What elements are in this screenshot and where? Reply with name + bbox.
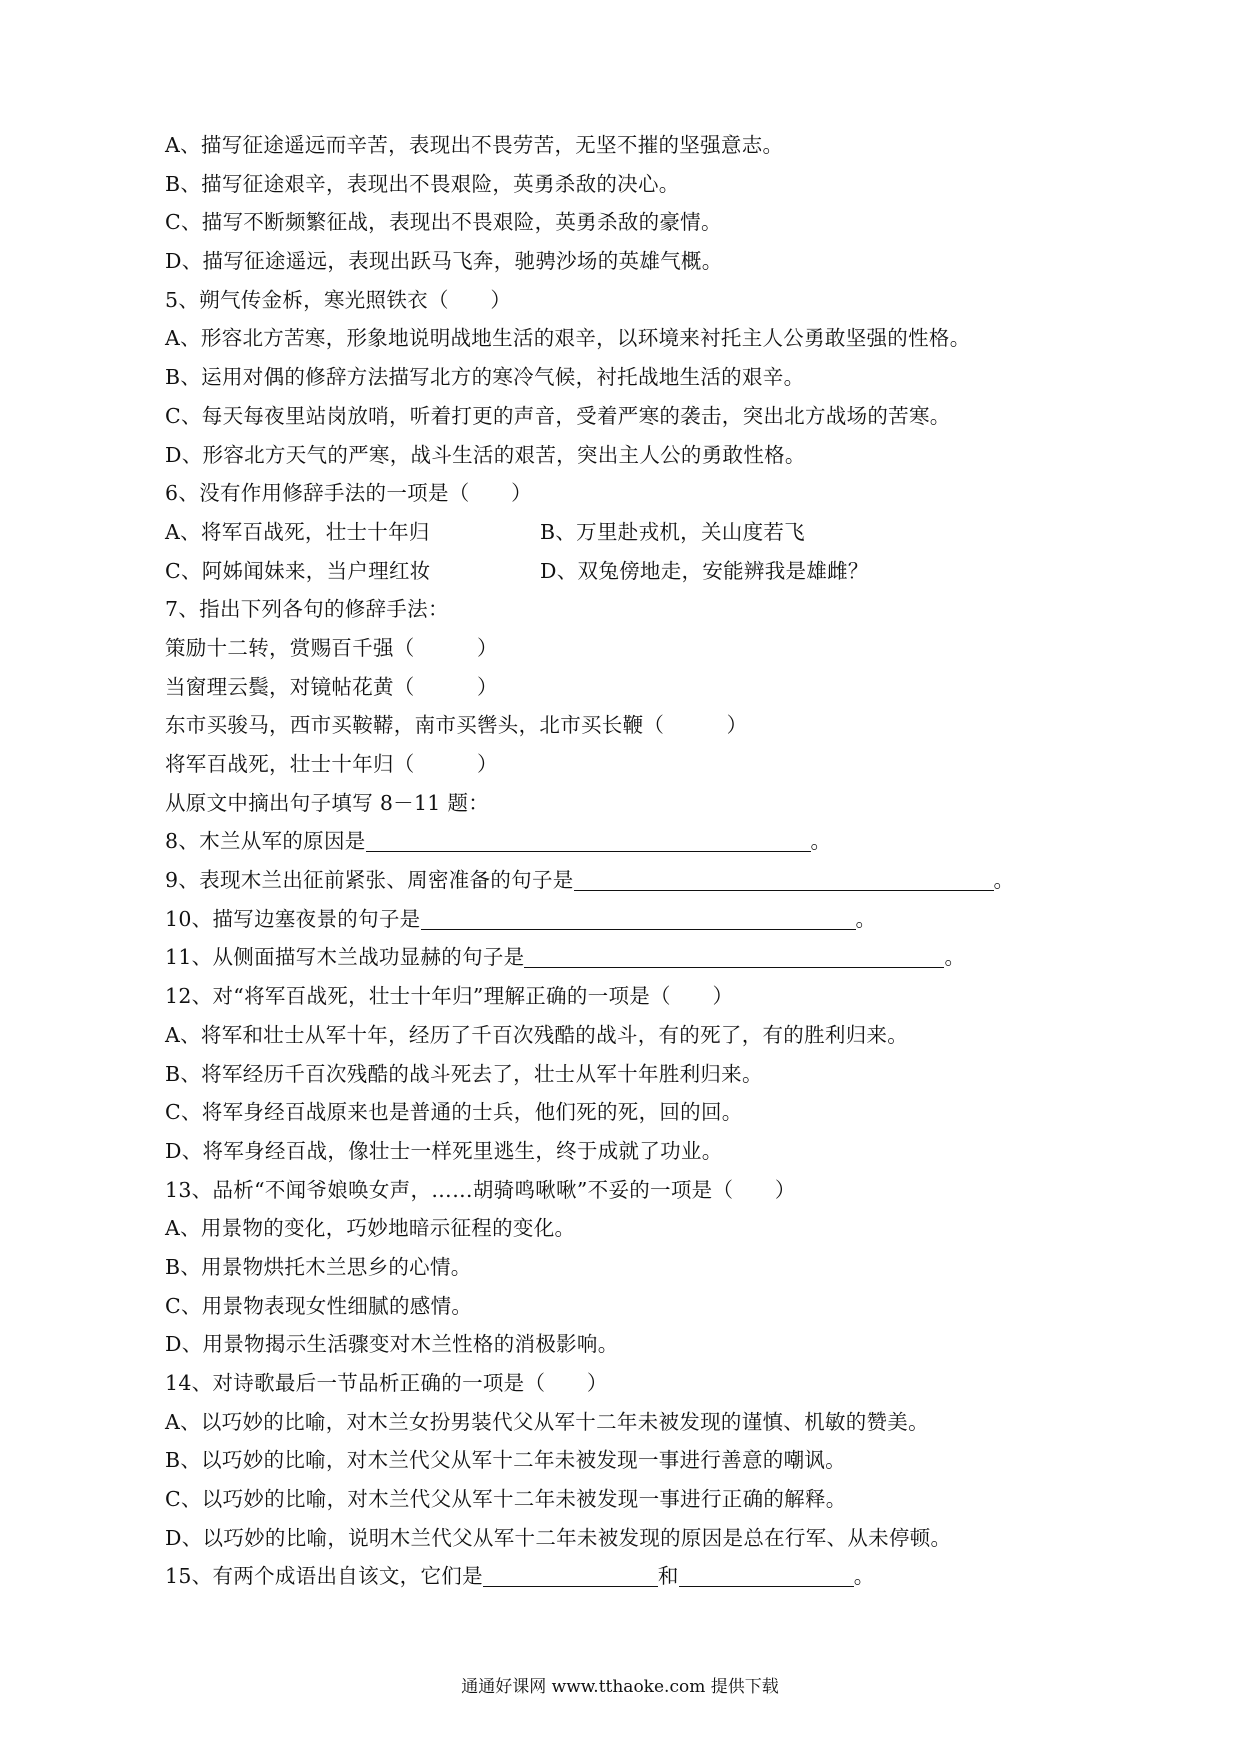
punctuation: 。 xyxy=(944,945,966,970)
text-line xyxy=(165,1519,1125,1558)
text-line xyxy=(165,1557,1125,1596)
text-line xyxy=(165,513,1125,552)
text-line xyxy=(165,977,1125,1016)
text-line xyxy=(165,552,1125,591)
text-line xyxy=(165,281,1125,320)
question-text: 10、描写边塞夜景的句子是 xyxy=(165,906,421,931)
text-line xyxy=(165,126,1125,165)
line-text: D、用景物揭示生活骤变对木兰性格的消极影响。 xyxy=(165,1332,619,1357)
answer-blank[interactable] xyxy=(366,827,811,852)
line-text: A、用景物的变化，巧妙地暗示征程的变化。 xyxy=(165,1216,576,1241)
text-line xyxy=(165,784,1125,823)
answer-blank[interactable] xyxy=(524,943,944,968)
question-text: 8、木兰从军的原因是 xyxy=(165,829,366,854)
line-text: B、运用对偶的修辞方法描写北方的寒冷气候，衬托战地生活的艰辛。 xyxy=(165,365,805,390)
line-text: 从原文中摘出句子填写 8－11 题： xyxy=(165,790,490,815)
answer-blank[interactable] xyxy=(679,1562,854,1587)
text-line xyxy=(165,1055,1125,1094)
option-text: C、阿姊闻妹来，当户理红妆 xyxy=(165,558,431,583)
text-line xyxy=(165,436,1125,475)
text-line xyxy=(165,1248,1125,1287)
line-text: C、将军身经百战原来也是普通的士兵，他们死的死，回的回。 xyxy=(165,1100,743,1125)
text-line xyxy=(165,745,1125,784)
line-text: A、形容北方苦寒，形象地说明战地生活的艰辛，以环境来衬托主人公勇敢坚强的性格。 xyxy=(165,326,971,351)
line-text: C、描写不断频繁征战，表现出不畏艰险，英勇杀敌的豪情。 xyxy=(165,210,722,235)
punctuation: 。 xyxy=(853,1564,875,1589)
text-line xyxy=(165,1132,1125,1171)
text-line xyxy=(165,358,1125,397)
question-text: 11、从侧面描写木兰战功显赫的句子是 xyxy=(165,945,525,970)
line-text: B、将军经历千百次残酷的战斗死去了，壮士从军十年胜利归来。 xyxy=(165,1061,763,1086)
text-line xyxy=(165,1093,1125,1132)
text-line xyxy=(165,1209,1125,1248)
text-line xyxy=(165,1171,1125,1210)
text-line xyxy=(165,706,1125,745)
punctuation: 。 xyxy=(855,906,877,931)
line-text: 6、没有作用修辞手法的一项是（ ） xyxy=(165,481,532,506)
option-text: D、双兔傍地走，安能辨我是雄雌？ xyxy=(540,558,869,583)
line-text: 当窗理云鬓，对镜帖花黄（ ） xyxy=(165,674,498,699)
connector-text: 和 xyxy=(657,1564,679,1589)
line-text: C、以巧妙的比喻，对木兰代父从军十二年未被发现一事进行正确的解释。 xyxy=(165,1487,847,1512)
text-line xyxy=(165,165,1125,204)
text-line xyxy=(165,1325,1125,1364)
line-text: D、描写征途遥远，表现出跃马飞奔，驰骋沙场的英雄气概。 xyxy=(165,249,723,274)
text-line xyxy=(165,1441,1125,1480)
line-text: D、形容北方天气的严寒，战斗生活的艰苦，突出主人公的勇敢性格。 xyxy=(165,442,806,467)
answer-blank[interactable] xyxy=(574,866,994,891)
question-text: 9、表现木兰出征前紧张、周密准备的句子是 xyxy=(165,868,574,893)
line-text: C、用景物表现女性细腻的感情。 xyxy=(165,1293,473,1318)
line-text: A、将军和壮士从军十年，经历了千百次残酷的战斗，有的死了，有的胜利归来。 xyxy=(165,1022,909,1047)
line-text: 13、品析“不闻爷娘唤女声，……胡骑鸣啾啾”不妥的一项是（ ） xyxy=(165,1177,796,1202)
line-text: B、以巧妙的比喻，对木兰代父从军十二年未被发现一事进行善意的嘲讽。 xyxy=(165,1448,846,1473)
line-text: 5、朔气传金柝，寒光照铁衣（ ） xyxy=(165,287,512,312)
question-list xyxy=(165,126,1125,1596)
line-text: B、描写征途艰辛，表现出不畏艰险，英勇杀敌的决心。 xyxy=(165,171,680,196)
line-text: D、将军身经百战，像壮士一样死里逃生，终于成就了功业。 xyxy=(165,1138,723,1163)
text-line xyxy=(165,474,1125,513)
page-footer: 通通好课网 www.tthaoke.com 提供下载 xyxy=(461,1677,779,1697)
punctuation: 。 xyxy=(810,829,832,854)
text-line xyxy=(165,319,1125,358)
text-line xyxy=(165,629,1125,668)
text-line xyxy=(165,822,1125,861)
question-text: 15、有两个成语出自该文，它们是 xyxy=(165,1564,483,1589)
line-text: 策励十二转，赏赐百千强（ ） xyxy=(165,635,498,660)
line-text: B、用景物烘托木兰思乡的心情。 xyxy=(165,1254,472,1279)
option-text: B、万里赴戎机，关山度若飞 xyxy=(540,519,805,544)
text-line xyxy=(165,590,1125,629)
line-text: 东市买骏马，西市买鞍鞯，南市买辔头，北市买长鞭（ ） xyxy=(165,713,748,738)
option-text: A、将军百战死，壮士十年归 xyxy=(165,519,430,544)
text-line xyxy=(165,1364,1125,1403)
line-text: 14、对诗歌最后一节品析正确的一项是（ ） xyxy=(165,1371,608,1395)
text-line xyxy=(165,242,1125,281)
text-line xyxy=(165,397,1125,436)
line-text: 7、指出下列各句的修辞手法： xyxy=(165,597,449,622)
line-text: 12、对“将军百战死，壮士十年归”理解正确的一项是（ ） xyxy=(165,984,734,1009)
text-line xyxy=(165,1403,1125,1442)
text-line xyxy=(165,861,1125,900)
line-text: D、以巧妙的比喻，说明木兰代父从军十二年未被发现的原因是总在行军、从未停顿。 xyxy=(165,1525,952,1550)
line-text: 将军百战死，壮士十年归（ ） xyxy=(165,752,498,776)
text-line xyxy=(165,668,1125,707)
line-text: A、描写征途遥远而辛苦，表现出不畏劳苦，无坚不摧的坚强意志。 xyxy=(165,133,784,157)
text-line xyxy=(165,1287,1125,1326)
text-line xyxy=(165,1016,1125,1055)
line-text: A、以巧妙的比喻，对木兰女扮男装代父从军十二年未被发现的谨慎、机敏的赞美。 xyxy=(165,1409,929,1434)
text-line xyxy=(165,1480,1125,1519)
text-line xyxy=(165,938,1125,977)
line-text: C、每天每夜里站岗放哨，听着打更的声音，受着严寒的袭击，突出北方战场的苦寒。 xyxy=(165,403,951,428)
answer-blank[interactable] xyxy=(421,905,856,930)
text-line xyxy=(165,203,1125,242)
answer-blank[interactable] xyxy=(483,1562,658,1587)
text-line xyxy=(165,900,1125,939)
punctuation: 。 xyxy=(993,868,1015,893)
